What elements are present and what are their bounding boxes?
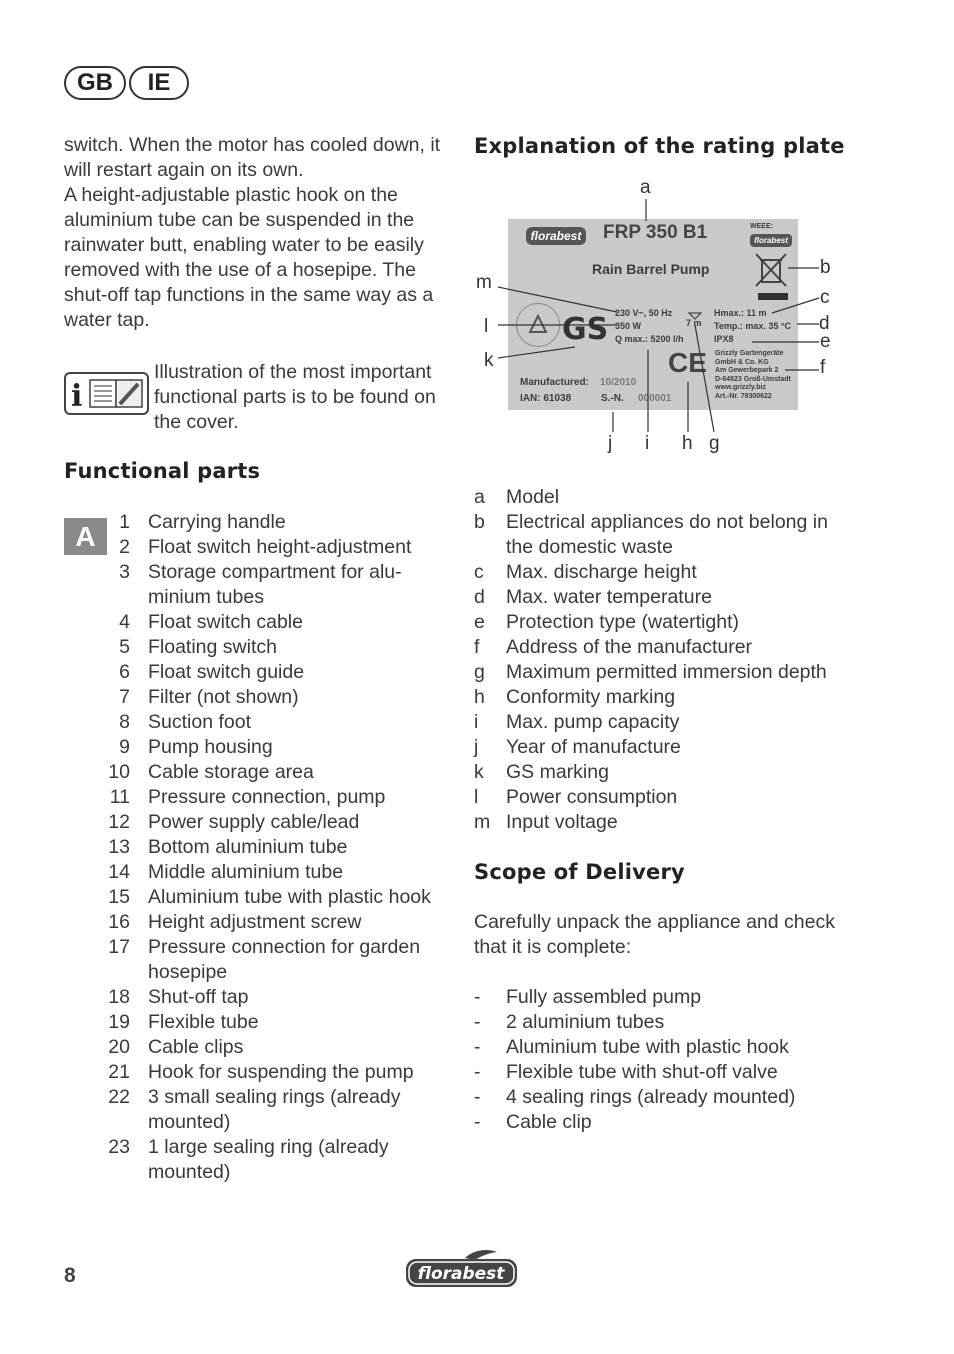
scope-dash: - (474, 1011, 481, 1033)
scope-item (474, 1110, 856, 1135)
part-number: 19 (108, 1011, 130, 1033)
part-label: Carrying handle (148, 511, 286, 533)
legend-item (474, 710, 856, 735)
part-number: 1 (119, 511, 130, 533)
part-number: 23 (108, 1136, 130, 1158)
callout-k: k (484, 350, 494, 371)
part-label: Float switch guide (148, 661, 305, 683)
part-number: 11 (109, 786, 130, 808)
part-item (100, 685, 448, 710)
plate-product-name: Rain Barrel Pump (592, 261, 710, 277)
part-label: Power supply cable/lead (148, 811, 360, 833)
scope-dash: - (474, 986, 481, 1008)
legend-key: a (474, 486, 485, 508)
legend-item (474, 685, 856, 710)
legend-key: g (474, 661, 485, 683)
legend-item (474, 485, 856, 510)
callout-f: f (820, 357, 826, 378)
part-number: 13 (108, 836, 130, 858)
part-item (100, 810, 448, 835)
part-number: 2 (119, 536, 130, 558)
scope-list (474, 985, 856, 1135)
legend-label: Max. water temperature (506, 586, 712, 608)
info-note: Illustration of the most important functional parts is to be found on the cover. (154, 361, 436, 433)
address-line: Art.-Nr. 79300622 (715, 392, 772, 400)
callout-h: h (682, 433, 693, 454)
part-label: Hook for suspending the pump (148, 1061, 414, 1083)
intro-paragraph: switch. When the motor has cooled down, it will restart again on its own. A height-adjustable plastic hook on the aluminium tube can be suspended in the rainwater butt, enabling water to be easily removed with the use of a hosepipe. The shut-off tap functions in the same way as a water tap. (64, 134, 441, 331)
plate-power: 350 W (615, 321, 642, 331)
part-number: 9 (119, 736, 130, 758)
scope-label: Flexible tube with shut-off valve (506, 1061, 778, 1083)
language-badge-ie: IE (129, 66, 189, 100)
part-item (100, 1135, 448, 1185)
legend-item (474, 610, 856, 635)
part-label: Cable storage area (148, 761, 314, 783)
plate-voltage: 230 V~, 50 Hz (615, 308, 673, 318)
legend-label: Conformity marking (506, 686, 676, 708)
scope-item (474, 1035, 856, 1060)
page-number: 8 (64, 1264, 76, 1287)
plate-hmax: Hmax.: 11 m (714, 308, 767, 318)
scope-dash: - (474, 1036, 481, 1058)
part-label: Pressure connection, pump (148, 786, 386, 808)
plate-ipx: IPX8 (714, 334, 734, 344)
callout-l: l (484, 316, 489, 337)
part-item (100, 560, 448, 610)
part-number: 22 (108, 1086, 130, 1108)
plate-model: FRP 350 B1 (603, 222, 708, 243)
scope-label: Cable clip (506, 1111, 592, 1133)
plate-sn-label: S.-N. (601, 393, 624, 404)
part-number: 5 (119, 636, 130, 658)
part-number: 7 (119, 686, 130, 708)
part-item (100, 910, 448, 935)
part-item (100, 660, 448, 685)
florabest-logo (405, 1248, 518, 1288)
plate-depth: 7 m (686, 318, 702, 328)
part-item (100, 510, 448, 535)
legend-label: GS marking (506, 761, 609, 783)
part-label: Suction foot (148, 711, 251, 733)
scope-item (474, 1085, 856, 1110)
part-item (100, 1085, 448, 1135)
plate-temp: Temp.: max. 35 °C (714, 321, 791, 331)
part-label: Pressure connection for garden hosepipe (148, 936, 421, 983)
address-line: Am Gewerbepark 2 (715, 367, 779, 374)
callout-i: i (645, 433, 650, 454)
legend-item (474, 510, 856, 560)
part-label: Height adjustment screw (148, 911, 362, 933)
part-label: Floating switch (148, 636, 277, 658)
legend-label: Address of the manufacturer (506, 636, 753, 658)
part-item (100, 835, 448, 860)
legend-item (474, 635, 856, 660)
scope-item (474, 1060, 856, 1085)
legend-item (474, 810, 856, 835)
part-number: 15 (108, 886, 130, 908)
plate-brand-logo-small: florabest (750, 234, 792, 247)
part-number: 12 (108, 811, 130, 833)
legend-key: d (474, 586, 485, 608)
legend-label: Year of manufacture (506, 736, 681, 758)
part-number: 20 (108, 1036, 130, 1058)
ce-mark: CE (668, 347, 707, 378)
plate-brand-logo: florabest (526, 227, 586, 245)
part-label: Middle aluminium tube (148, 861, 344, 883)
plate-qmax: Q max.: 5200 l/h (615, 334, 684, 344)
part-item (100, 710, 448, 735)
callout-lines (0, 0, 954, 460)
callout-j: j (608, 433, 613, 454)
scope-intro: Carefully unpack the appliance and check that it is complete: (474, 911, 835, 958)
legend-key: m (474, 811, 491, 833)
part-number: 8 (119, 711, 130, 733)
part-label: Float switch cable (148, 611, 303, 633)
part-item (100, 860, 448, 885)
part-item (100, 985, 448, 1010)
legend-label: Input voltage (506, 811, 618, 833)
functional-parts-heading: Functional parts (64, 459, 261, 483)
scope-label: 2 aluminium tubes (506, 1011, 665, 1033)
figure-letter-badge: A (64, 518, 107, 555)
rating-plate-legend (474, 485, 856, 835)
part-number: 10 (108, 761, 130, 783)
legend-key: h (474, 686, 485, 708)
part-item (100, 735, 448, 760)
part-number: 21 (108, 1061, 130, 1083)
legend-item (474, 660, 856, 685)
legend-item (474, 760, 856, 785)
part-label: Bottom aluminium tube (148, 836, 348, 858)
callout-d: d (819, 313, 830, 334)
part-label: Filter (not shown) (148, 686, 299, 708)
part-item (100, 635, 448, 660)
plate-manufactured-label: Manufactured: (520, 377, 589, 388)
legend-label: Power consumption (506, 786, 678, 808)
part-number: 14 (108, 861, 130, 883)
part-item (100, 1060, 448, 1085)
address-line: www.grizzly.biz (715, 384, 766, 391)
legend-key: l (474, 786, 479, 808)
scope-of-delivery-heading: Scope of Delivery (474, 860, 685, 884)
part-number: 16 (108, 911, 130, 933)
part-label: Flexible tube (148, 1011, 259, 1033)
part-item (100, 935, 448, 985)
part-item (100, 535, 448, 560)
part-item (100, 760, 448, 785)
part-item (100, 885, 448, 910)
plate-manufactured-value: 10/2010 (600, 377, 637, 388)
legend-key: i (474, 711, 479, 733)
plate-weee-label: WEEE: (750, 223, 773, 230)
legend-key: c (474, 561, 484, 583)
part-label: Aluminium tube with plastic hook (148, 886, 431, 908)
legend-key: e (474, 611, 485, 633)
part-item (100, 610, 448, 635)
legend-item (474, 560, 856, 585)
legend-item (474, 585, 856, 610)
part-item (100, 1035, 448, 1060)
part-label: Shut-off tap (148, 986, 249, 1008)
scope-item (474, 1010, 856, 1035)
callout-a: a (640, 177, 651, 198)
legend-item (474, 735, 856, 760)
functional-parts-list (100, 510, 448, 1185)
rating-plate-heading: Explanation of the rating plate (474, 134, 845, 158)
plate-sn-value: 000001 (638, 393, 672, 404)
part-label: Pump housing (148, 736, 273, 758)
part-number: 6 (119, 661, 130, 683)
address-line: GmbH & Co. KG (715, 358, 769, 366)
part-number: 17 (108, 936, 130, 958)
legend-label: Max. discharge height (506, 561, 697, 583)
legend-label: Max. pump capacity (506, 711, 680, 733)
scope-dash: - (474, 1111, 481, 1133)
part-number: 3 (119, 561, 130, 583)
callout-g: g (709, 433, 720, 454)
part-item (100, 785, 448, 810)
part-label: Storage compartment for alu- minium tubes (148, 561, 402, 608)
callout-m: m (476, 272, 492, 293)
scope-label: Fully assembled pump (506, 986, 702, 1008)
svg-text:i: i (71, 379, 83, 413)
legend-label: Electrical appliances do not belong in the domestic waste (506, 511, 828, 558)
part-number: 18 (108, 986, 130, 1008)
part-label: 1 large sealing ring (already mounted) (148, 1136, 389, 1183)
legend-key: f (474, 636, 480, 658)
legend-label: Maximum permitted immersion depth (506, 661, 827, 683)
part-label: 3 small sealing rings (already mounted) (148, 1086, 401, 1133)
part-label: Float switch height-adjustment (148, 536, 412, 558)
scope-label: 4 sealing rings (already mounted) (506, 1086, 796, 1108)
legend-item (474, 785, 856, 810)
scope-dash: - (474, 1086, 481, 1108)
part-item (100, 1010, 448, 1035)
address-line: Grizzly Gartengeräte (715, 350, 784, 357)
callout-e: e (820, 331, 831, 352)
legend-label: Model (506, 486, 560, 508)
scope-item (474, 985, 856, 1010)
callout-b: b (820, 257, 831, 278)
gs-mark-text: GS (562, 312, 608, 345)
legend-label: Protection type (watertight) (506, 611, 740, 633)
address-line: D-64823 Groß-Umstadt (715, 375, 791, 383)
language-badge-gb: GB (64, 66, 126, 100)
legend-key: j (474, 736, 479, 758)
part-number: 4 (119, 611, 130, 633)
scope-dash: - (474, 1061, 481, 1083)
legend-key: k (474, 761, 484, 783)
scope-label: Aluminium tube with plastic hook (506, 1036, 789, 1058)
legend-key: b (474, 511, 485, 533)
plate-ian: IAN: 61038 (520, 393, 572, 404)
callout-c: c (820, 287, 830, 308)
logo-text: florabest (417, 1264, 505, 1284)
part-label: Cable clips (148, 1036, 244, 1058)
